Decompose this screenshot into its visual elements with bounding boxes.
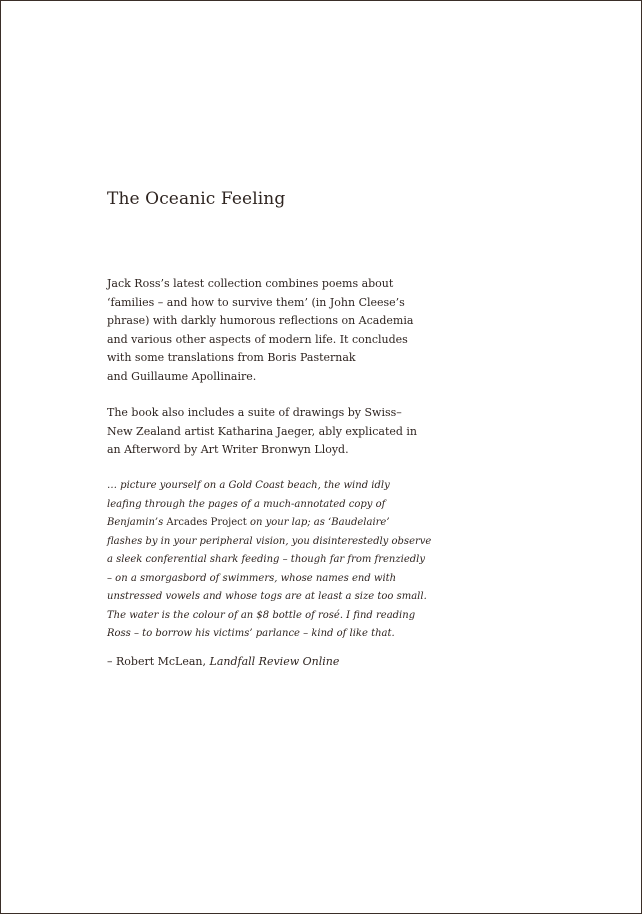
drawings-line: an Afterword by Art Writer Bronwyn Lloyd.: [107, 443, 349, 456]
description-line: phrase) with darkly humorous reflections on Academia: [107, 314, 414, 327]
quote-line: leafing through the pages of a much-annotated copy of: [107, 498, 386, 510]
quote-text: Benjamin’s: [107, 517, 167, 528]
quote-line: unstressed vowels and whose togs are at least a size too small.: [107, 591, 427, 602]
quote-line: flashes by in your peripheral vision, you disinterestedly observe: [107, 535, 432, 547]
quote-line: [107, 514, 407, 533]
attribution-publication: Landfall Review Online: [209, 655, 340, 668]
quote-line: The water is the colour of an $8 bottle of rosé. I find reading: [107, 609, 416, 621]
quote-text: on your lap; as ‘Baudelaire’: [246, 517, 390, 528]
drawings-line: New Zealand artist Katharina Jaeger, ably explicated in: [107, 424, 418, 438]
quoted-book-title: Arcades Project: [166, 517, 247, 528]
description-line: Jack Ross’s latest collection combines poems about: [107, 277, 394, 290]
book-title: The Oceanic Feeling: [107, 189, 286, 209]
quote-line: Ross – to borrow his victims’ parlance – kind of like that.: [107, 628, 395, 639]
description-line: and various other aspects of modern life. It concludes: [107, 332, 408, 346]
drawings-paragraph: [107, 404, 418, 460]
quote-line: – on a smorgasbord of swimmers, whose names end with: [107, 572, 397, 584]
quote-line: … picture yourself on a Gold Coast beach, the wind idly: [107, 480, 390, 491]
description-line: and Guillaume Apollinaire.: [107, 369, 257, 383]
description-line: with some translations from Boris Pasternak: [107, 351, 356, 364]
drawings-line: The book also includes a suite of drawings by Swiss–: [107, 406, 402, 419]
description-line: ‘families – and how to survive them’ (in John Cleese’s: [107, 295, 405, 309]
quote-line: a sleek conferential shark feeding – though far from frenziedly: [107, 554, 426, 565]
attribution-author: – Robert McLean,: [107, 655, 210, 668]
quote-attribution: [107, 653, 339, 671]
review-quote: [107, 477, 432, 644]
description-paragraph: [107, 275, 414, 386]
